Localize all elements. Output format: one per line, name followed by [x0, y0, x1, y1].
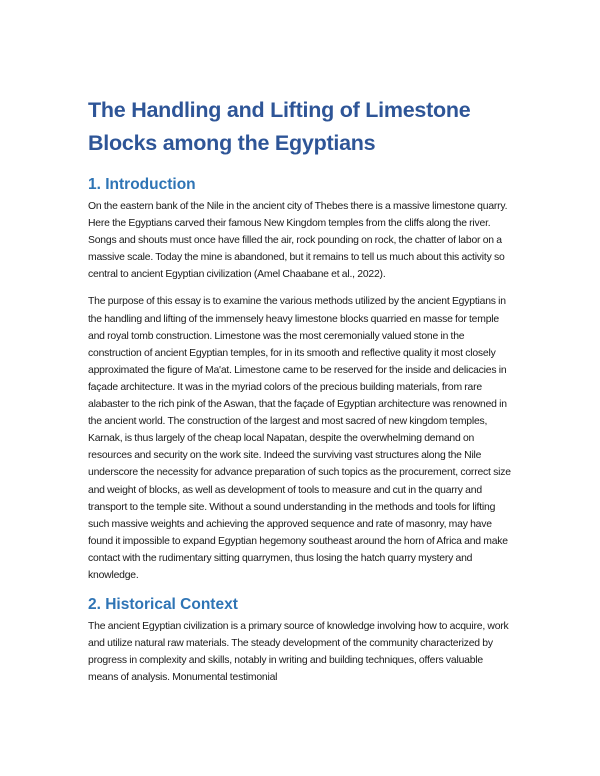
section-heading: 1. Introduction: [88, 176, 196, 193]
section-historical-context: [88, 594, 514, 686]
paragraph: The ancient Egyptian civilization is a primary source of knowledge involving how to acquire, work and utilize natural raw materials. The steady development of the community characterized by progress in complexity and skills, notably in writing and building techniques, offers valuable means of analysis. Monumental testimonial: [88, 621, 509, 684]
paragraph: On the eastern bank of the Nile in the ancient city of Thebes there is a massive limestone quarry. Here the Egyptians carved their famous New Kingdom temples from the cliffs along the river. Songs and shouts must once have filled the air, rock pounding on rock, the chatter of labor on a massive scale. Today the mine is abandoned, but it remains to tell us much about this activity so central to ancient Egyptian civilization (Amel Chaabane et al., 2022).: [88, 201, 508, 281]
section-heading: 2. Historical Context: [88, 596, 238, 614]
paragraph: The purpose of this essay is to examine the various methods utilized by the ancient Egyptians in the handling and lifting of the immensely heavy limestone blocks quarried en masse for temple and royal tomb construction. Limestone was the most ceremonially valued stone in the construction of ancient Egyptian temples, for in its smooth and reflective quality it most closely approximated the figure of Ma'at. Limestone came to be reserved for the inside and delicacies in façade architecture. It was in the myriad colors of the precious building materials, from rare alabaster to the rich pink of the Aswan, that the façade of Egyptian architecture was renowned in the ancient world. The construction of the largest and most sacred of new kingdom temples, Karnak, is thus largely of the cheap local Napatan, despite the overwhelming demand on resources and security on the work site. Indeed the surviving vast structures along the Nile underscore the necessity for advance preparation of such topics as the procurement, correct size and weight of blocks, as well as development of tools to measure and cut in the quarry and transport to the temple site. Without a sound understanding in the methods and tools for lifting such massive weights and achieving the approved sequence and rate of masonry, may have found it impossible to expand Egyptian hegemony southeast around the horn of Africa and make contact with the rudimentary sitting quarrymen, thus losing the hatch quarry mystery and knowledge.: [88, 296, 511, 581]
section-introduction: [88, 174, 514, 584]
document-title: The Handling and Lifting of Limestone Blocks among the Egyptians: [88, 98, 471, 155]
document-body: [88, 94, 514, 696]
